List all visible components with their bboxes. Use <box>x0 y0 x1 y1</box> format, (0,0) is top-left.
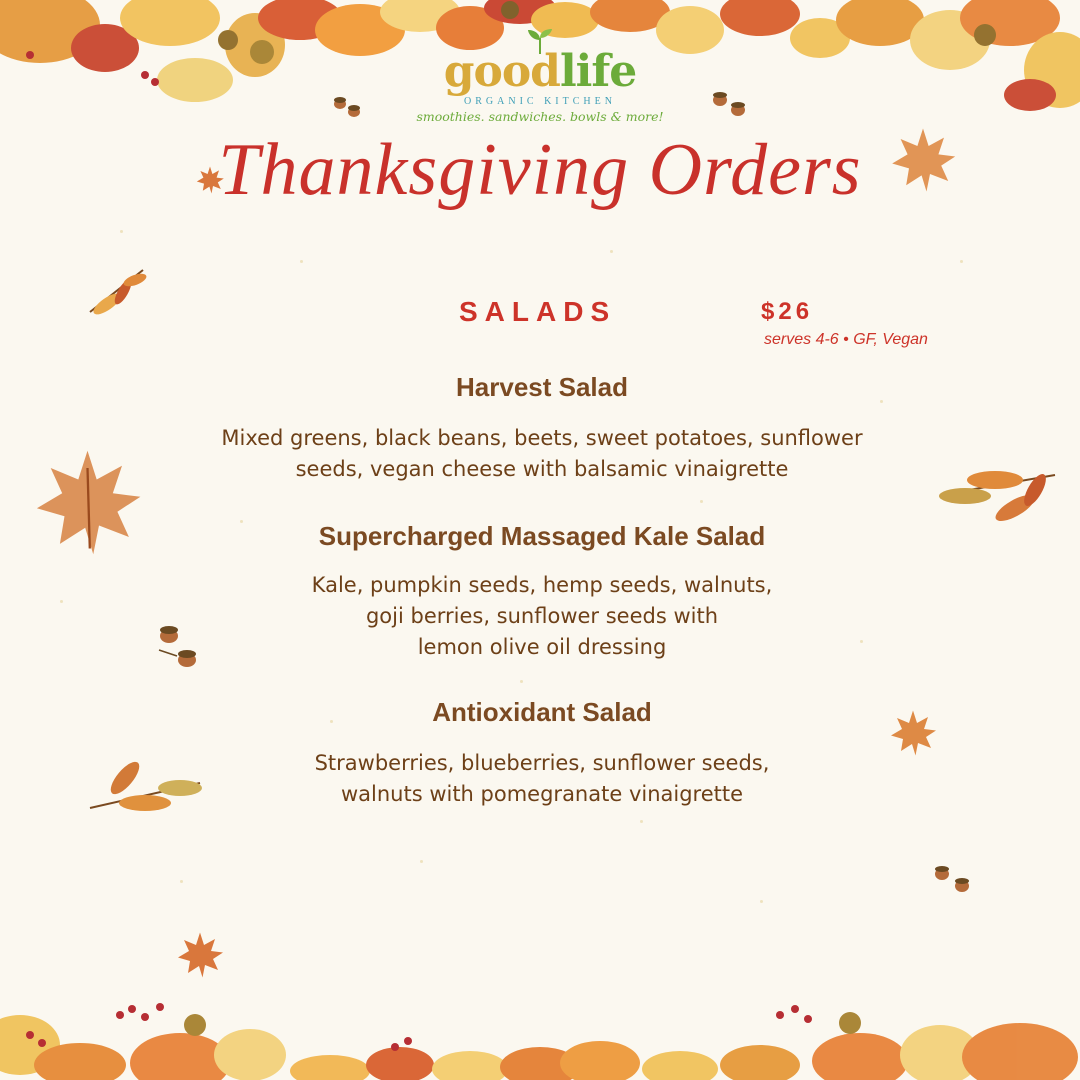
description-line: Kale, pumpkin seeds, hemp seeds, walnuts, <box>311 573 773 597</box>
brand-wordmark <box>0 46 1080 97</box>
section-heading: SALADS <box>459 296 617 327</box>
description-line: Mixed greens, black beans, beets, sweet potatoes, sunflower <box>221 426 863 450</box>
brand-tagline: smoothies. sandwiches. bowls & more! <box>416 109 664 124</box>
description-line: walnuts with pomegranate vinaigrette <box>340 782 744 806</box>
price-label: $26 <box>761 298 814 325</box>
serves-note: serves 4-6 • GF, Vegan <box>764 331 928 348</box>
description-line: lemon olive oil dressing <box>417 635 667 659</box>
menu-item-title: Supercharged Massaged Kale Salad <box>318 521 766 551</box>
maple-leaf-icon <box>175 930 225 980</box>
menu-item-description <box>0 748 1080 810</box>
menu-item-title: Harvest Salad <box>456 372 628 402</box>
brand-subtitle: ORGANIC KITCHEN <box>464 96 616 107</box>
description-line: Strawberries, blueberries, sunflower seeds, <box>314 751 770 775</box>
page-title: Thanksgiving Orders <box>218 129 862 211</box>
menu-item-description <box>0 423 1080 485</box>
brand-name-life: life <box>559 46 637 97</box>
leaf-branch-icon <box>85 262 150 322</box>
brand-logo <box>0 28 1080 124</box>
description-line: goji berries, sunflower seeds with <box>365 604 719 628</box>
brand-name-good: good <box>443 46 560 97</box>
acorn-icon <box>932 862 974 898</box>
description-line: seeds, vegan cheese with balsamic vinaigrette <box>295 457 789 481</box>
autumn-leaf-border-bottom-icon <box>0 985 1080 1080</box>
menu-item-title: Antioxidant Salad <box>432 697 652 727</box>
menu-item-description <box>0 570 1080 663</box>
